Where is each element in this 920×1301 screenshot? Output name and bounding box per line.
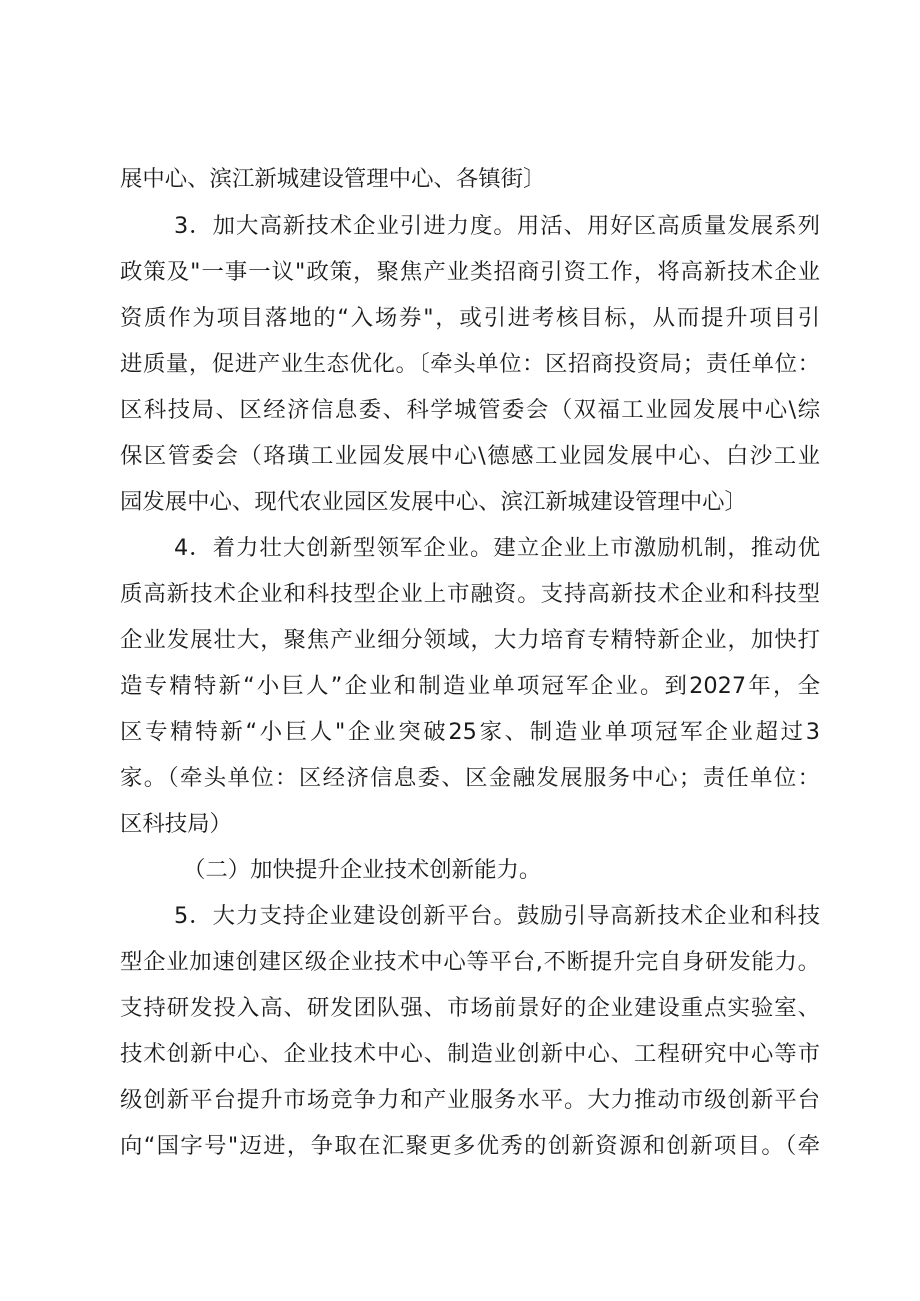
text-line: 区专精特新“小巨人"企业突破25家、制造业单项冠军企业超过3 — [120, 719, 820, 745]
text-line: 区科技局） — [120, 811, 232, 837]
text-line: 支持研发投入高、研发团队强、市场前景好的企业建设重点实验室、 — [120, 995, 820, 1021]
text-line: 级创新平台提升市场竞争力和产业服务水平。大力推动市级创新平台 — [120, 1087, 820, 1113]
text-line: 园发展中心、现代农业园区发展中心、滨江新城建设管理中心〕 — [120, 489, 747, 515]
text-line: 展中心、滨江新城建设管理中心、各镇街〕 — [120, 166, 546, 192]
text-line: 型企业加速创建区级企业技术中心等平台,不断提升完自身研发能力。 — [120, 949, 820, 975]
text-line: 家。（牵头单位：区经济信息委、区金融发展服务中心；责任单位： — [120, 765, 820, 791]
paragraph-3-heading-line: 3．加大高新技术企业引进力度。用活、用好区高质量发展系列 — [174, 213, 820, 239]
text-line: 进质量，促进产业生态优化。〔牵头单位：区招商投资局；责任单位： — [120, 351, 820, 377]
text-line: 保区管委会（珞璜工业园发展中心\德感工业园发展中心、白沙工业 — [120, 443, 820, 469]
text-line: 造专精特新“小巨人”企业和制造业单项冠军企业。到2027年，全 — [120, 673, 820, 699]
section-heading: （二）加快提升企业技术创新能力。 — [183, 857, 542, 883]
text-line: 技术创新中心、企业技术中心、制造业创新中心、工程研究中心等市 — [120, 1041, 820, 1067]
text-line: 质高新技术企业和科技型企业上市融资。支持高新技术企业和科技型 — [120, 581, 820, 607]
text-line: 企业发展壮大，聚焦产业细分领域，大力培育专精特新企业，加快打 — [120, 627, 820, 653]
text-line: 区科技局、区经济信息委、科学城管委会（双福工业园发展中心\综 — [120, 397, 820, 423]
paragraph-5-heading-line: 5．大力支持企业建设创新平台。鼓励引导高新技术企业和科技 — [174, 903, 820, 929]
text-line: 资质作为项目落地的“入场券"，或引进考核目标，从而提升项目引 — [120, 305, 820, 331]
paragraph-4-heading-line: 4．着力壮大创新型领军企业。建立企业上市激励机制，推动优 — [174, 535, 820, 561]
text-line: 向“国字号"迈进，争取在汇聚更多优秀的创新资源和创新项目。（牵 — [120, 1133, 820, 1159]
text-line: 政策及"一事一议"政策，聚焦产业类招商引资工作，将高新技术企业 — [120, 259, 820, 285]
